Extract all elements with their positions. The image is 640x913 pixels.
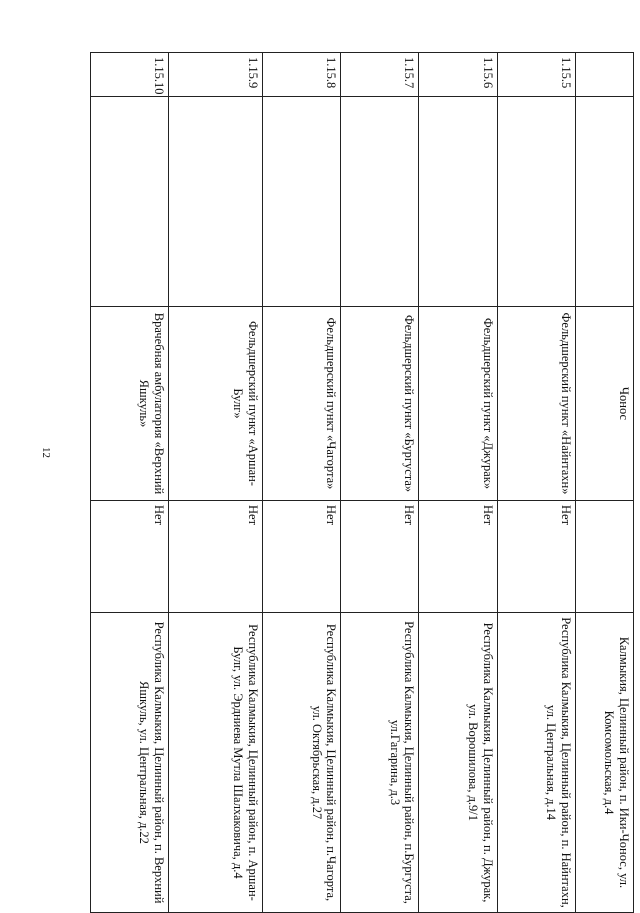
empty-cell	[419, 97, 497, 307]
address: Республика Калмыкия, Целинный район, п. Верхний Яшкуль, ул. Центральная, д.22	[91, 613, 169, 913]
table-row	[91, 53, 169, 913]
row-number: 1.15.7	[341, 53, 419, 97]
facility-name: Фельдшерский пункт «Аршан-Булг»	[169, 307, 263, 501]
flag-cell: Нет	[419, 501, 497, 613]
page-number: 12	[40, 447, 52, 458]
flag-cell: Нет	[497, 501, 575, 613]
table-row	[341, 53, 419, 913]
table-row	[419, 53, 497, 913]
row-number: 1.15.6	[419, 53, 497, 97]
facilities-table	[90, 52, 634, 913]
table-row	[169, 53, 263, 913]
row-number: 1.15.9	[169, 53, 263, 97]
address: Республика Калмыкия, Целинный район, п.Чагорта, ул. Октябрьская, д.27	[263, 613, 341, 913]
row-number	[575, 53, 633, 97]
empty-cell	[91, 97, 169, 307]
address: Республика Калмыкия, Целинный район, п. Джурак, ул. Ворошилова, д.9/1	[419, 613, 497, 913]
address: Республика Калмыкия, Целинный район, п. Аршан-Булг, ул. Эрдниева Мутла Шалхаковича, д.4	[169, 613, 263, 913]
rotated-table-container	[90, 52, 634, 912]
row-number: 1.15.10	[91, 53, 169, 97]
empty-cell	[341, 97, 419, 307]
row-number: 1.15.5	[497, 53, 575, 97]
table-row-continuation	[575, 53, 633, 913]
facility-name: Фельдшерский пункт «Бургуста»	[341, 307, 419, 501]
empty-cell	[575, 97, 633, 307]
flag-cell: Нет	[91, 501, 169, 613]
address: Республика Калмыкия, Целинный район, п.Бургуста, ул.Гагарина, д.3	[341, 613, 419, 913]
flag-cell	[575, 501, 633, 613]
table-row	[263, 53, 341, 913]
facility-name: Фельдшерский пункт «Найнтахн»	[497, 307, 575, 501]
flag-cell: Нет	[263, 501, 341, 613]
empty-cell	[263, 97, 341, 307]
empty-cell	[169, 97, 263, 307]
flag-cell: Нет	[341, 501, 419, 613]
address: Калмыкия, Целинный район, п. Ики-Чонос, ул. Комсомольская, д.4	[575, 613, 633, 913]
row-number: 1.15.8	[263, 53, 341, 97]
empty-cell	[497, 97, 575, 307]
table-row	[497, 53, 575, 913]
flag-cell: Нет	[169, 501, 263, 613]
address: Республика Калмыкия, Целинный район, п. Найнтахн, ул. Центральная, д.14	[497, 613, 575, 913]
facility-name: Фельдшерский пункт «Джурак»	[419, 307, 497, 501]
facility-name: Чонос	[575, 307, 633, 501]
facility-name: Фельдшерский пункт «Чагорта»	[263, 307, 341, 501]
facility-name: Врачебная амбулатория «Верхний Яшкуль»	[91, 307, 169, 501]
